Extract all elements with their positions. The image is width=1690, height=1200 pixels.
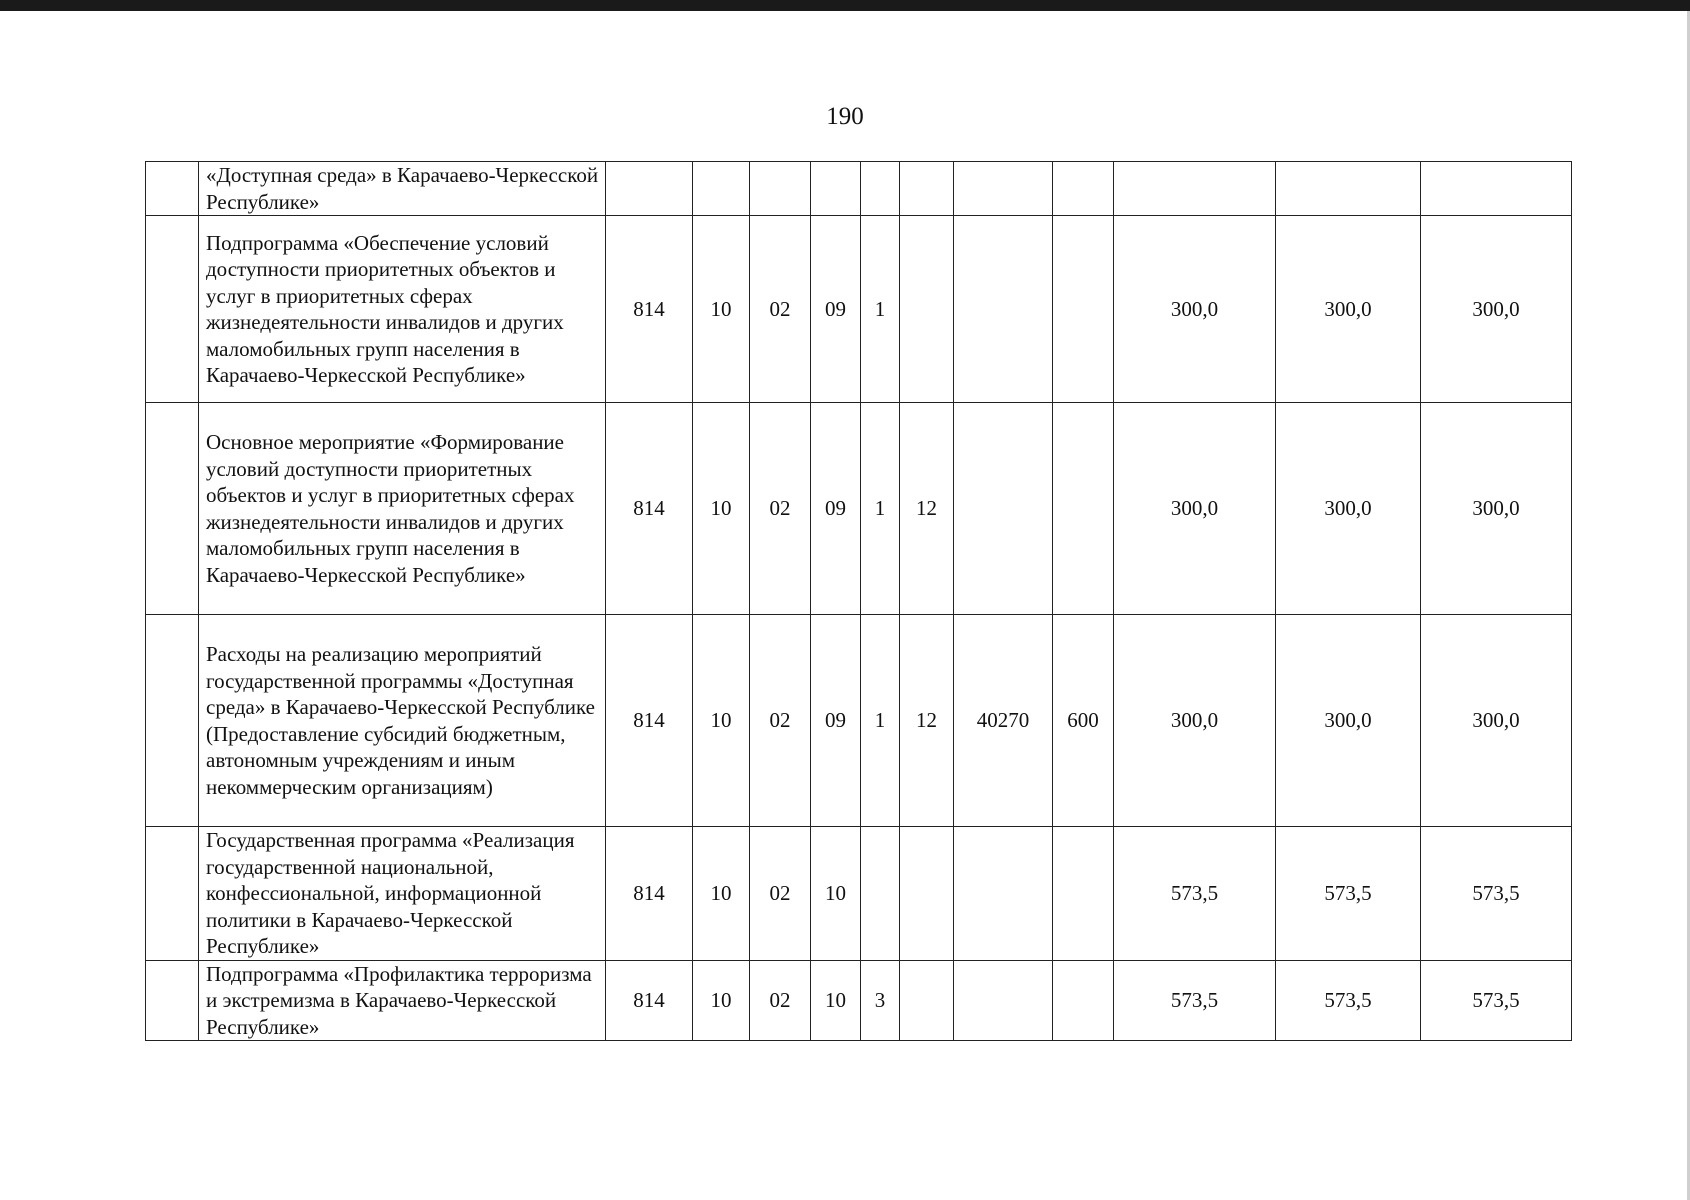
table-row [146,162,1572,216]
sum-cell-3: 300,0 [1421,615,1572,827]
program-cell: 09 [811,403,861,615]
subprogram-cell: 1 [861,216,900,403]
sum-cell-2 [1276,162,1421,216]
sum-cell-1: 300,0 [1114,615,1276,827]
direction-cell [954,403,1053,615]
event-cell [900,827,954,961]
table-row [146,403,1572,615]
sum-cell-1: 300,0 [1114,403,1276,615]
sum-cell-1: 573,5 [1114,827,1276,961]
subprogram-cell: 1 [861,615,900,827]
table-row [146,216,1572,403]
program-cell [811,162,861,216]
expense-type-cell [1053,960,1114,1041]
sum-cell-1: 300,0 [1114,216,1276,403]
event-cell: 12 [900,403,954,615]
budget-table [145,161,1572,1041]
sum-cell-2: 300,0 [1276,216,1421,403]
direction-cell [954,162,1053,216]
row-number-cell [146,403,199,615]
sum-cell-1 [1114,162,1276,216]
sum-cell-3: 573,5 [1421,960,1572,1041]
sum-cell-3: 573,5 [1421,827,1572,961]
section-cell: 10 [693,960,750,1041]
expense-type-cell [1053,162,1114,216]
table-row [146,615,1572,827]
event-cell [900,960,954,1041]
row-number-cell [146,216,199,403]
sum-cell-3 [1421,162,1572,216]
program-cell: 09 [811,216,861,403]
row-number-cell [146,960,199,1041]
section-cell [693,162,750,216]
top-border-rule [0,0,1690,11]
expense-type-cell [1053,216,1114,403]
table-row [146,960,1572,1041]
subprogram-cell [861,162,900,216]
page-number: 190 [826,103,864,130]
subsection-cell [750,162,811,216]
grbs-cell: 814 [606,216,693,403]
grbs-cell: 814 [606,827,693,961]
subprogram-cell [861,827,900,961]
subsection-cell: 02 [750,403,811,615]
expense-type-cell: 600 [1053,615,1114,827]
description-cell: «Доступная среда» в Карачаево-Черкесской Республике» [199,162,606,216]
expense-type-cell [1053,403,1114,615]
grbs-cell [606,162,693,216]
event-cell: 12 [900,615,954,827]
subsection-cell: 02 [750,960,811,1041]
row-number-cell [146,162,199,216]
program-cell: 10 [811,960,861,1041]
sum-cell-2: 300,0 [1276,403,1421,615]
description-cell: Основное мероприятие «Формирование условий доступности приоритетных объектов и услуг в приоритетных сферах жизнедеятельности инвалидов и других маломобильных групп населения в Карачаево-Черкесской Республике» [199,403,606,615]
section-cell: 10 [693,403,750,615]
event-cell [900,162,954,216]
description-cell: Подпрограмма «Обеспечение условий доступности приоритетных объектов и услуг в приоритетных сферах жизнедеятельности инвалидов и других маломобильных групп населения в Карачаево-Черкесской Республике» [199,216,606,403]
subsection-cell: 02 [750,216,811,403]
event-cell [900,216,954,403]
sum-cell-2: 573,5 [1276,960,1421,1041]
subsection-cell: 02 [750,615,811,827]
section-cell: 10 [693,615,750,827]
sum-cell-3: 300,0 [1421,216,1572,403]
direction-cell [954,216,1053,403]
subsection-cell: 02 [750,827,811,961]
direction-cell: 40270 [954,615,1053,827]
subprogram-cell: 3 [861,960,900,1041]
description-cell: Государственная программа «Реализация государственной национальной, конфессиональной, информационной политики в Карачаево-Черкесской Республике» [199,827,606,961]
sum-cell-2: 300,0 [1276,615,1421,827]
program-cell: 10 [811,827,861,961]
description-cell: Расходы на реализацию мероприятий государственной программы «Доступная среда» в Карачаево-Черкесской Республике (Предоставление субсидий бюджетным, автономным учреждениям и иным некоммерческим организациям) [199,615,606,827]
row-number-cell [146,827,199,961]
section-cell: 10 [693,216,750,403]
grbs-cell: 814 [606,403,693,615]
expense-type-cell [1053,827,1114,961]
sum-cell-2: 573,5 [1276,827,1421,961]
row-number-cell [146,615,199,827]
table-row [146,827,1572,961]
subprogram-cell: 1 [861,403,900,615]
sum-cell-3: 300,0 [1421,403,1572,615]
grbs-cell: 814 [606,615,693,827]
description-cell: Подпрограмма «Профилактика терроризма и экстремизма в Карачаево-Черкесской Республике» [199,960,606,1041]
program-cell: 09 [811,615,861,827]
direction-cell [954,960,1053,1041]
direction-cell [954,827,1053,961]
sum-cell-1: 573,5 [1114,960,1276,1041]
section-cell: 10 [693,827,750,961]
grbs-cell: 814 [606,960,693,1041]
